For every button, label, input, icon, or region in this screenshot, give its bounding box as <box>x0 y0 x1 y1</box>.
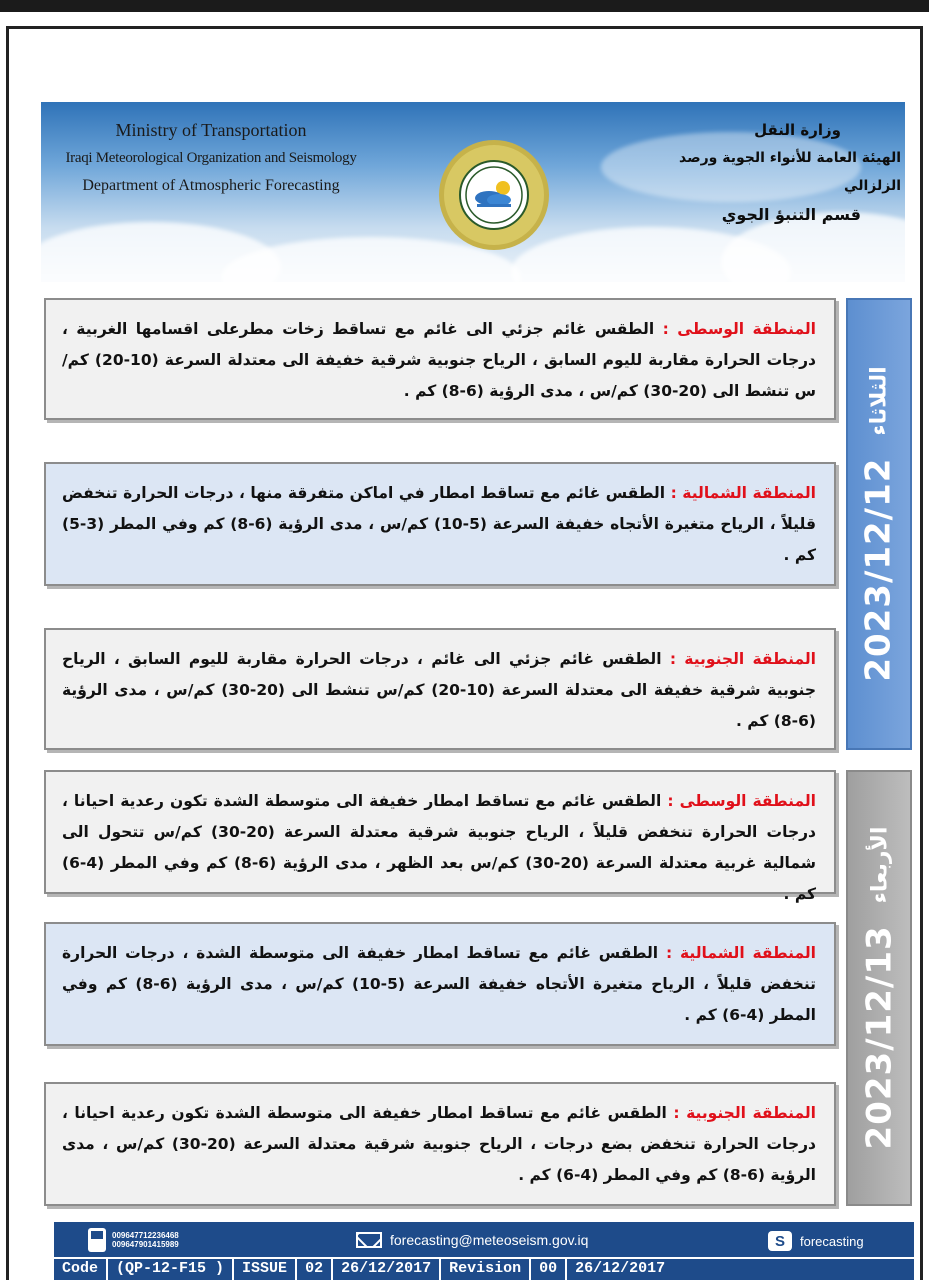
meteorological-organization-seal-icon <box>437 138 551 252</box>
region-label: المنطقة الجنوبية : <box>673 1104 816 1122</box>
header-arabic <box>621 116 901 230</box>
forecast-central-day1 <box>44 298 836 420</box>
date-tab-label <box>859 366 899 681</box>
tab-day-name: الأربعاء <box>866 826 892 904</box>
revision-label: Revision <box>441 1259 531 1280</box>
date-tab-tuesday <box>846 298 912 750</box>
forecast-text: الطقس غائم مع تساقط امطار خفيفة الى متوسطة الشدة تكون رعدية احيانا ، درجات الحرارة تنخفض بضع درجات ، الرياح جنوبية شرقية معتدلة السرعة (20-30) كم/س ، مدى الرؤية (6-8) كم وفي المطر (4-6) كم . <box>62 1104 816 1184</box>
forecast-text: الطقس غائم جزئي الى غائم مع تساقط زخات مطرعلى اقسامها الغربية ، درجات الحرارة مقاربة لليوم السابق ، الرياح جنوبية شرقية خفيفة الى معتدلة السرعة (10-20) كم/س تنشط الى (20-30) كم/س ، مدى الرؤية (6-8) كم . <box>62 320 817 400</box>
department-name-en: Department of Atmospheric Forecasting <box>82 177 340 194</box>
email-address[interactable]: forecasting@meteoseism.gov.iq <box>390 1232 589 1248</box>
region-label: المنطقة الشمالية : <box>670 484 816 502</box>
ministry-name-en: Ministry of Transportation <box>115 120 307 140</box>
tab-day-name: الثلاثاء <box>866 366 892 436</box>
forecast-north-day2 <box>44 922 836 1046</box>
organization-name-ar: الهيئة العامة للأنواء الجوية ورصد الزلزالي <box>678 150 901 194</box>
tab-date: 2023/12/13 <box>859 925 899 1150</box>
forecast-text: الطقس غائم مع تساقط امطار في اماكن متفرقة منها ، درجات الحرارة تنخفض قليلاً ، الرياح متغيرة الأتجاه خفيفة السرعة (5-10) كم/س ، مدى الرؤية (6-8) كم وفي المطر (3-5) كم . <box>62 484 816 564</box>
phone-number: 009647712236468 <box>112 1231 179 1240</box>
forecast-south-day1 <box>44 628 836 750</box>
region-label: المنطقة الوسطى : <box>667 792 817 810</box>
code-value: (QP-12-F15 ) <box>108 1259 234 1280</box>
skype-handle[interactable]: forecasting <box>800 1233 864 1249</box>
forecast-central-day2 <box>44 770 836 903</box>
revision-value: 00 <box>531 1259 567 1280</box>
forecast-text: الطقس غائم مع تساقط امطار خفيفة الى متوسطة الشدة ، درجات الحرارة تنخفض قليلاً ، الرياح متغيرة الأتجاه خفيفة السرعة (5-10) كم/س ، مدى الرؤية (6-8) كم وفي المطر (4-6) كم . <box>62 944 816 1024</box>
footer-email[interactable] <box>356 1232 588 1248</box>
mail-icon <box>356 1232 382 1248</box>
date-tab-wednesday <box>846 770 912 1206</box>
skype-icon: S <box>768 1231 792 1251</box>
footer-skype[interactable] <box>768 1231 864 1251</box>
footer <box>54 1222 914 1280</box>
issue-label: ISSUE <box>234 1259 297 1280</box>
phone-number: 009647901415989 <box>112 1240 179 1249</box>
region-label: المنطقة الوسطى : <box>662 320 816 338</box>
document-code-strip <box>54 1257 914 1280</box>
header-banner <box>41 102 905 282</box>
forecast-text: الطقس غائم مع تساقط امطار خفيفة الى متوسطة الشدة تكون رعدية احيانا ، درجات الحرارة تنخفض قليلاً ، الرياح جنوبية شرقية معتدلة السرعة (20-30) كم/س تتحول الى شمالية غربية معتدلة السرعة (20-30) كم/س بعد الظهر ، مدى الرؤية (6-8) كم وفي المطر (4-6) كم . <box>62 792 816 903</box>
footer-phones <box>88 1228 179 1252</box>
issue-value: 02 <box>297 1259 333 1280</box>
header-english <box>61 116 361 200</box>
organization-name-en: Iraqi Meteorological Organization and Seismology <box>65 150 357 166</box>
forecast-north-day1 <box>44 462 836 586</box>
region-label: المنطقة الجنوبية : <box>669 650 816 668</box>
tab-date: 2023/12/12 <box>859 457 900 682</box>
top-edge-bar <box>0 0 929 12</box>
ministry-name-ar: وزارة النقل <box>754 121 841 139</box>
date-tab-label <box>859 827 899 1150</box>
code-label: Code <box>54 1259 108 1280</box>
department-name-ar: قسم التنبؤ الجوي <box>721 205 861 224</box>
forecast-south-day2 <box>44 1082 836 1206</box>
issue-date: 26/12/2017 <box>333 1259 441 1280</box>
phone-icon <box>88 1228 106 1252</box>
region-label: المنطقة الشمالية : <box>665 944 816 962</box>
forecast-text: الطقس غائم جزئي الى غائم ، درجات الحرارة مقاربة لليوم السابق ، الرياح جنوبية شرقية خفيفة الى معتدلة السرعة (10-20) كم/س تنشط الى (20-30) كم/س ، مدى الرؤية (6-8) كم . <box>62 650 816 730</box>
revision-date: 26/12/2017 <box>575 1260 666 1277</box>
